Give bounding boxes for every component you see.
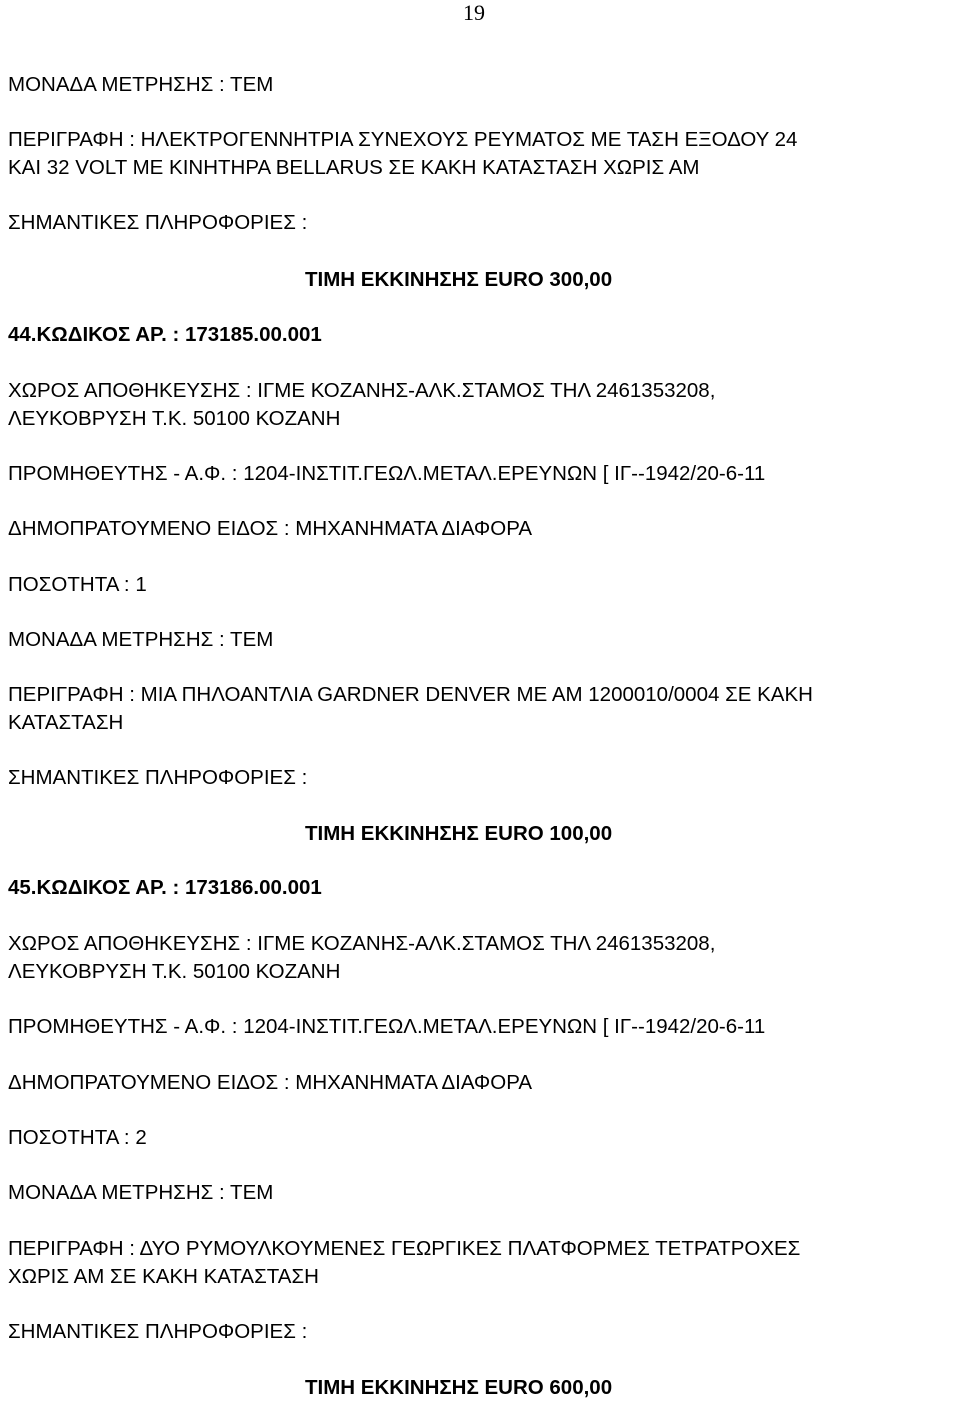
storage-location: ΛΕΥΚΟΒΡΥΣΗ Τ.Κ. 50100 ΚΟΖΑΝΗ (8, 960, 341, 983)
description-line: ΚΑΙ 32 VOLT ΜΕ ΚΙΝΗΤΗΡΑ BELLARUS ΣΕ ΚΑΚΗ ΚΑΤΑΣΤΑΣΗ ΧΩΡΙΣ ΑΜ (8, 156, 700, 179)
item-code: 45.ΚΩΔΙΚΟΣ ΑΡ. : 173186.00.001 (8, 876, 322, 899)
important-info-label: ΣΗΜΑΝΤΙΚΕΣ ΠΛΗΡΟΦΟΡΙΕΣ : (8, 1320, 308, 1343)
item-code: 44.ΚΩΔΙΚΟΣ ΑΡ. : 173185.00.001 (8, 323, 322, 346)
supplier: ΠΡΟΜΗΘΕΥΤΗΣ - Α.Φ. : 1204-ΙΝΣΤΙΤ.ΓΕΩΛ.ΜΕΤΑΛ.ΕΡΕΥΝΩΝ [ ΙΓ--1942/20-6-11 (8, 462, 766, 485)
important-info-label: ΣΗΜΑΝΤΙΚΕΣ ΠΛΗΡΟΦΟΡΙΕΣ : (8, 766, 308, 789)
storage-location: ΧΩΡΟΣ ΑΠΟΘΗΚΕΥΣΗΣ : ΙΓΜΕ ΚΟΖΑΝΗΣ-ΑΛΚ.ΣΤΑΜΟΣ ΤΗΛ 2461353208, (8, 932, 716, 955)
storage-location: ΛΕΥΚΟΒΡΥΣΗ Τ.Κ. 50100 ΚΟΖΑΝΗ (8, 407, 341, 430)
unit-of-measure: ΜΟΝΑΔΑ ΜΕΤΡΗΣΗΣ : ΤΕΜ (8, 73, 274, 96)
quantity: ΠΟΣΟΤΗΤΑ : 1 (8, 573, 147, 596)
description-line: ΚΑΤΑΣΤΑΣΗ (8, 711, 124, 734)
description-line: ΠΕΡΙΓΡΑΦΗ : ΔΥΟ ΡΥΜΟΥΛΚΟΥΜΕΝΕΣ ΓΕΩΡΓΙΚΕΣ ΠΛΑΤΦΟΡΜΕΣ ΤΕΤΡΑΤΡΟΧΕΣ (8, 1237, 801, 1260)
page-number: 19 (463, 0, 485, 25)
unit-of-measure: ΜΟΝΑΔΑ ΜΕΤΡΗΣΗΣ : ΤΕΜ (8, 1181, 274, 1204)
auctioned-type: ΔΗΜΟΠΡΑΤΟΥΜΕΝΟ ΕΙΔΟΣ : ΜΗΧΑΝΗΜΑΤΑ ΔΙΑΦΟΡΑ (8, 1071, 533, 1094)
starting-price: ΤΙΜΗ ΕΚΚΙΝΗΣΗΣ EURO 600,00 (305, 1376, 613, 1399)
description-line: ΠΕΡΙΓΡΑΦΗ : ΜΙΑ ΠΗΛΟΑΝΤΛΙΑ GARDNER DENVER ΜΕ ΑΜ 1200010/0004 ΣΕ ΚΑΚΗ (8, 683, 813, 706)
supplier: ΠΡΟΜΗΘΕΥΤΗΣ - Α.Φ. : 1204-ΙΝΣΤΙΤ.ΓΕΩΛ.ΜΕΤΑΛ.ΕΡΕΥΝΩΝ [ ΙΓ--1942/20-6-11 (8, 1015, 766, 1038)
starting-price: ΤΙΜΗ ΕΚΚΙΝΗΣΗΣ EURO 100,00 (305, 822, 613, 845)
quantity: ΠΟΣΟΤΗΤΑ : 2 (8, 1126, 147, 1149)
starting-price: ΤΙΜΗ ΕΚΚΙΝΗΣΗΣ EURO 300,00 (305, 268, 613, 291)
important-info-label: ΣΗΜΑΝΤΙΚΕΣ ΠΛΗΡΟΦΟΡΙΕΣ : (8, 211, 308, 234)
description-line: ΧΩΡΙΣ ΑΜ ΣΕ ΚΑΚΗ ΚΑΤΑΣΤΑΣΗ (8, 1265, 319, 1288)
unit-of-measure: ΜΟΝΑΔΑ ΜΕΤΡΗΣΗΣ : ΤΕΜ (8, 628, 274, 651)
storage-location: ΧΩΡΟΣ ΑΠΟΘΗΚΕΥΣΗΣ : ΙΓΜΕ ΚΟΖΑΝΗΣ-ΑΛΚ.ΣΤΑΜΟΣ ΤΗΛ 2461353208, (8, 379, 716, 402)
auctioned-type: ΔΗΜΟΠΡΑΤΟΥΜΕΝΟ ΕΙΔΟΣ : ΜΗΧΑΝΗΜΑΤΑ ΔΙΑΦΟΡΑ (8, 517, 533, 540)
description-line: ΠΕΡΙΓΡΑΦΗ : ΗΛΕΚΤΡΟΓΕΝΝΗΤΡΙΑ ΣΥΝΕΧΟΥΣ ΡΕΥΜΑΤΟΣ ΜΕ ΤΑΣΗ ΕΞΟΔΟΥ 24 (8, 128, 798, 151)
